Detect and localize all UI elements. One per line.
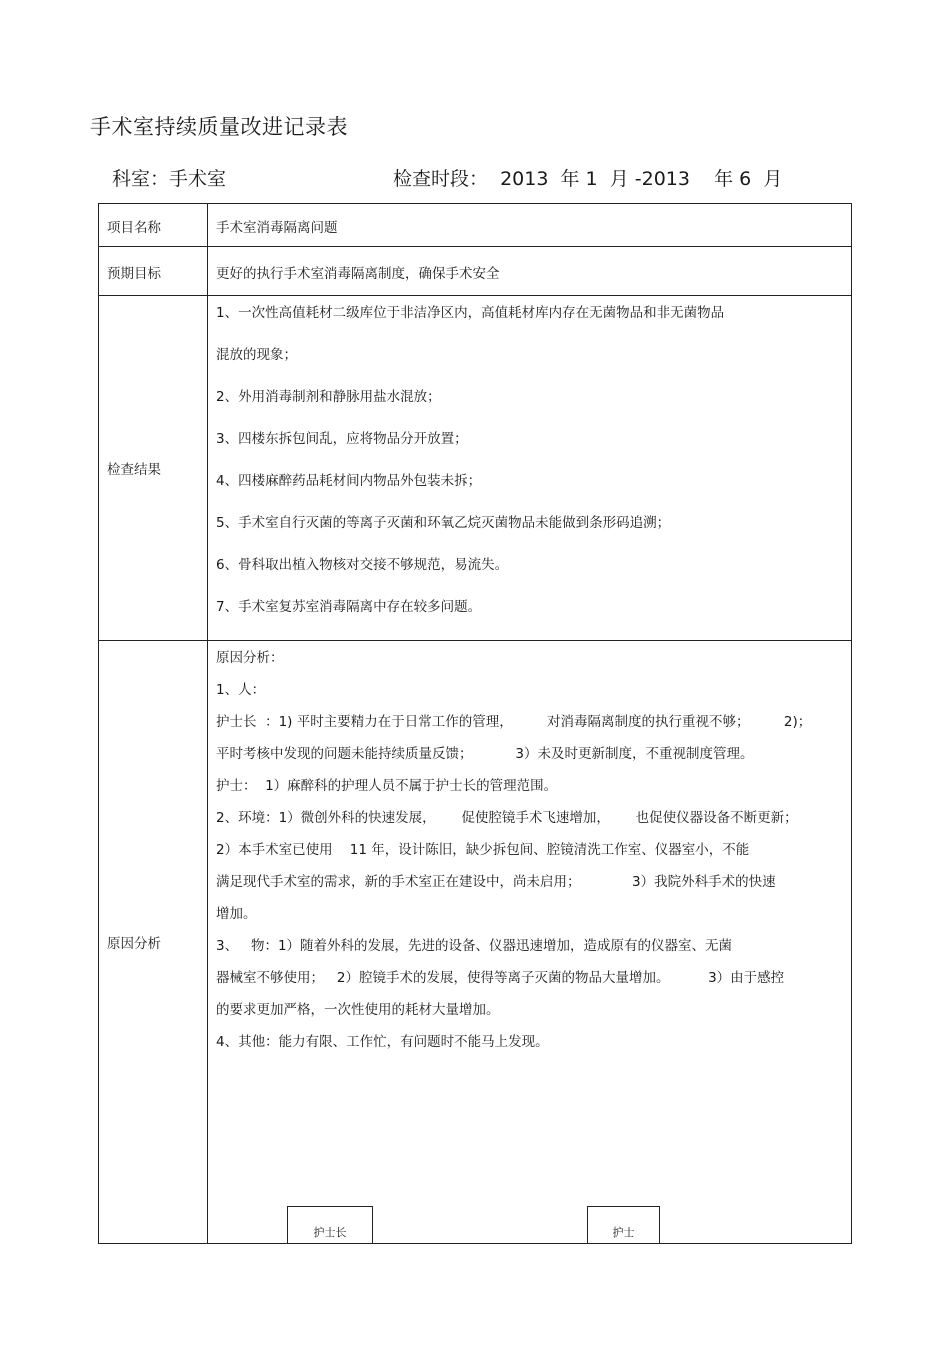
text-line: 的要求更加严格，一次性使用的耗材大量增加。 <box>216 1002 500 1018</box>
text-line: 器械室不够使用； 2）腔镜手术的发展，使得等离子灭菌的物品大量增加。 3）由于感控 <box>216 970 785 986</box>
list-item: 混放的现象； <box>216 347 297 363</box>
content-cell <box>208 641 852 1244</box>
goal-value: 更好的执行手术室消毒隔离制度，确保手术安全 <box>216 266 500 282</box>
text-line: 原因分析： <box>216 650 284 666</box>
label-cell <box>99 296 208 641</box>
content-cell <box>208 204 852 247</box>
list-item: 7、手术室复苏室消毒隔离中存在较多问题。 <box>216 599 482 615</box>
head-nurse-signature-label: 护士长 <box>313 1226 347 1239</box>
text-line: 2、环境：1）微创外科的快速发展， 促使腔镜手术飞速增加， 也促使仪器设备不断更新； <box>216 810 798 826</box>
label-cell <box>99 204 208 247</box>
list-item: 4、四楼麻醉药品耗材间内物品外包装未拆； <box>216 473 482 489</box>
label-cell <box>99 247 208 296</box>
project-name-label: 项目名称 <box>107 220 161 236</box>
text-line: 1、人： <box>216 682 266 698</box>
list-item: 6、骨科取出植入物核对交接不够规范，易流失。 <box>216 557 509 573</box>
text-line: 4、其他：能力有限、工作忙，有问题时不能马上发现。 <box>216 1034 549 1050</box>
list-item: 1、一次性高值耗材二级库位于非洁净区内，高值耗材库内存在无菌物品和非无菌物品 <box>216 305 725 321</box>
text-line: 2）本手术室已使用 11 年，设计陈旧，缺少拆包间、腔镜清洗工作室、仪器室小，不能 <box>216 842 750 858</box>
text-line: 平时考核中发现的问题未能持续质量反馈； 3）未及时更新制度，不重视制度管理。 <box>216 746 754 762</box>
cause-analysis-label: 原因分析 <box>107 936 161 952</box>
table-row-check-result <box>99 296 852 641</box>
label-cell <box>99 641 208 1244</box>
head-nurse-signature-box[interactable] <box>287 1206 373 1243</box>
nurse-signature-label: 护士 <box>612 1226 635 1239</box>
check-result-label: 检查结果 <box>107 462 161 478</box>
text-line: 3、 物：1）随着外科的发展，先进的设备、仪器迅速增加，造成原有的仪器室、无菌 <box>216 938 733 954</box>
project-name-value: 手术室消毒隔离问题 <box>216 220 338 236</box>
inspection-period: 检查时段： 2013 年 1 月 -2013 年 6 月 <box>393 168 783 190</box>
nurse-signature-box[interactable] <box>587 1206 660 1243</box>
text-line: 增加。 <box>216 906 257 922</box>
list-item: 3、四楼东拆包间乱，应将物品分开放置； <box>216 431 468 447</box>
document-title: 手术室持续质量改进记录表 <box>90 115 348 139</box>
list-item: 5、手术室自行灭菌的等离子灭菌和环氧乙烷灭菌物品未能做到条形码追溯； <box>216 515 671 531</box>
check-result-list <box>216 296 851 640</box>
department-label: 科室：手术室 <box>112 168 227 190</box>
table-row-project-name <box>99 204 852 247</box>
cause-analysis-body <box>216 641 851 1243</box>
content-cell <box>208 247 852 296</box>
text-line: 护士： 1）麻醉科的护理人员不属于护士长的管理范围。 <box>216 778 558 794</box>
text-line: 护士长 ：1) 平时主要精力在于日常工作的管理， 对消毒隔离制度的执行重视不够； 2)； <box>216 714 812 730</box>
list-item: 2、外用消毒制剂和静脉用盐水混放； <box>216 389 441 405</box>
text-line: 满足现代手术室的需求，新的手术室正在建设中，尚未启用； 3）我院外科手术的快速 <box>216 874 776 890</box>
table-row-cause-analysis <box>99 641 852 1244</box>
cause-analysis-text <box>216 641 851 1065</box>
record-table <box>98 203 852 1244</box>
content-cell <box>208 296 852 641</box>
goal-label: 预期目标 <box>107 266 161 282</box>
table-row-goal <box>99 247 852 296</box>
